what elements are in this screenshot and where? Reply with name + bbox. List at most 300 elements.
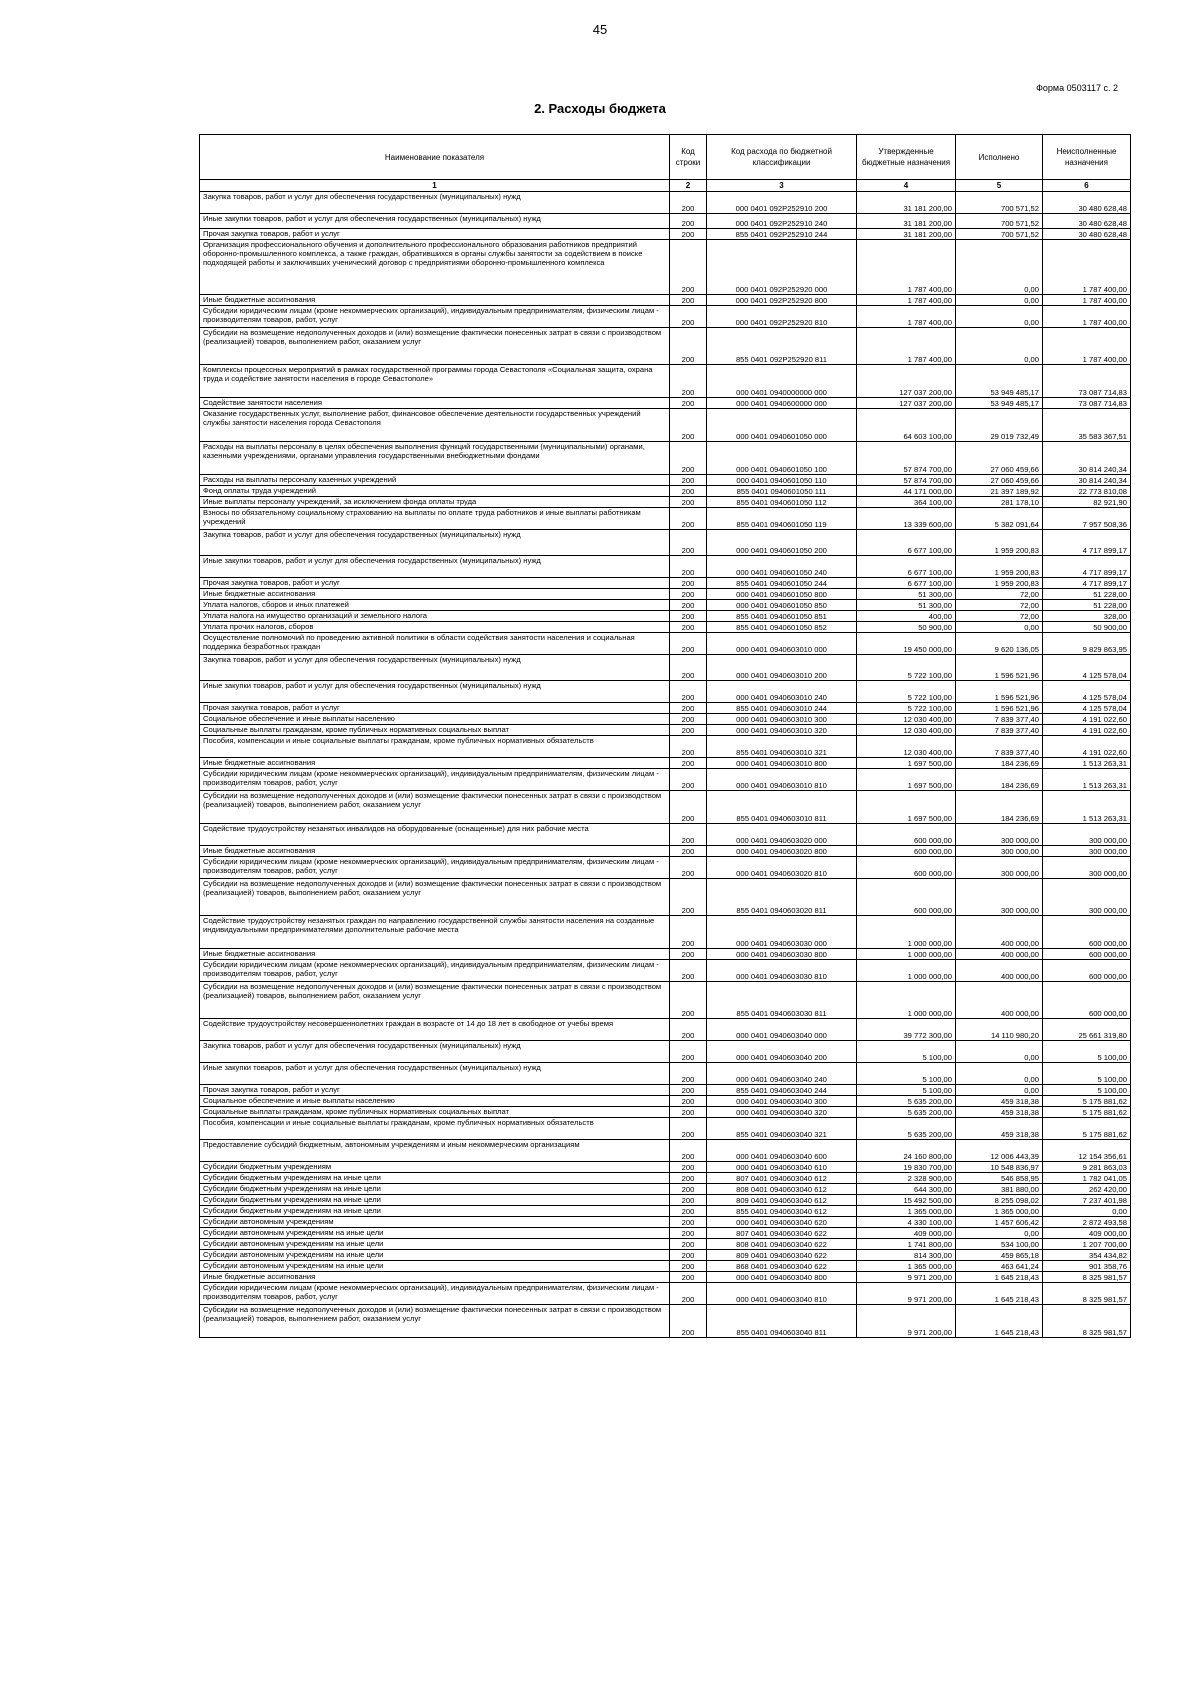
row-executed: 0,00 [956, 1085, 1043, 1096]
row-approved: 31 181 200,00 [857, 229, 956, 240]
row-name: Взносы по обязательному социальному страхованию на выплаты по оплате труда работников и иные выплаты работникам учреждений [200, 508, 670, 530]
header-line-code: Код строки [670, 135, 707, 180]
row-executed: 546 858,95 [956, 1173, 1043, 1184]
row-name: Субсидии юридическим лицам (кроме некоммерческих организаций), индивидуальным предпринимателям, физическим лицам - производителям товаров, работ, услуг [200, 857, 670, 879]
table-row [200, 600, 1131, 611]
table-row [200, 475, 1131, 486]
row-line-code: 200 [670, 714, 707, 725]
row-approved: 15 492 500,00 [857, 1195, 956, 1206]
row-line-code: 200 [670, 1041, 707, 1063]
row-unexecuted: 354 434,82 [1043, 1250, 1131, 1261]
row-classification-code: 000 0401 092P252910 240 [707, 214, 857, 229]
row-line-code: 200 [670, 1217, 707, 1228]
row-line-code: 200 [670, 240, 707, 295]
row-approved: 644 300,00 [857, 1184, 956, 1195]
table-row [200, 1228, 1131, 1239]
row-executed: 459 318,38 [956, 1096, 1043, 1107]
row-name: Иные закупки товаров, работ и услуг для обеспечения государственных (муниципальных) нужд [200, 556, 670, 578]
row-line-code: 200 [670, 1063, 707, 1085]
row-name: Фонд оплаты труда учреждений [200, 486, 670, 497]
form-code: Форма 0503117 с. 2 [1036, 83, 1118, 93]
row-name: Прочая закупка товаров, работ и услуг [200, 703, 670, 714]
row-executed: 72,00 [956, 611, 1043, 622]
row-name: Содействие трудоустройству незанятых инвалидов на оборудованные (оснащенные) для них рабочие места [200, 824, 670, 846]
row-approved: 5 100,00 [857, 1041, 956, 1063]
document-title: 2. Расходы бюджета [534, 101, 666, 116]
row-name: Уплата налогов, сборов и иных платежей [200, 600, 670, 611]
row-unexecuted: 600 000,00 [1043, 982, 1131, 1019]
row-approved: 600 000,00 [857, 846, 956, 857]
row-line-code: 200 [670, 725, 707, 736]
row-classification-code: 855 0401 0940601050 112 [707, 497, 857, 508]
row-classification-code: 000 0401 0940603040 240 [707, 1063, 857, 1085]
row-line-code: 200 [670, 556, 707, 578]
row-executed: 400 000,00 [956, 982, 1043, 1019]
row-name: Субсидии юридическим лицам (кроме некоммерческих организаций), индивидуальным предпринимателям, физическим лицам - производителям товаров, работ, услуг [200, 1283, 670, 1305]
row-approved: 1 787 400,00 [857, 328, 956, 365]
row-name: Комплексы процессных мероприятий в рамках государственной программы города Севастополя «Социальная защита, охрана труда и содействие занятости населения в городе Севастополе» [200, 365, 670, 398]
row-approved: 1 787 400,00 [857, 240, 956, 295]
row-executed: 0,00 [956, 295, 1043, 306]
row-approved: 24 160 800,00 [857, 1140, 956, 1162]
row-unexecuted: 409 000,00 [1043, 1228, 1131, 1239]
row-classification-code: 000 0401 0940601050 000 [707, 409, 857, 442]
table-row [200, 1305, 1131, 1338]
row-unexecuted: 30 480 628,48 [1043, 214, 1131, 229]
row-name: Субсидии на возмещение недополученных доходов и (или) возмещение фактически понесенных затрат в связи с производством (реализацией) товаров, выполнением работ, оказанием услуг [200, 982, 670, 1019]
row-executed: 184 236,69 [956, 769, 1043, 791]
row-classification-code: 000 0401 0940603030 800 [707, 949, 857, 960]
row-approved: 1 000 000,00 [857, 949, 956, 960]
table-row [200, 1283, 1131, 1305]
row-unexecuted: 82 921,90 [1043, 497, 1131, 508]
table-row [200, 508, 1131, 530]
table-row [200, 1261, 1131, 1272]
row-executed: 7 839 377,40 [956, 725, 1043, 736]
row-executed: 184 236,69 [956, 791, 1043, 824]
row-classification-code: 000 0401 092P252920 800 [707, 295, 857, 306]
row-name: Субсидии на возмещение недополученных доходов и (или) возмещение фактически понесенных затрат в связи с производством (реализацией) товаров, выполнением работ, оказанием услуг [200, 328, 670, 365]
table-row [200, 589, 1131, 600]
row-classification-code: 000 0401 0940601050 850 [707, 600, 857, 611]
row-executed: 459 865,18 [956, 1250, 1043, 1261]
row-executed: 53 949 485,17 [956, 398, 1043, 409]
row-classification-code: 000 0401 0940601050 100 [707, 442, 857, 475]
row-executed: 1 645 218,43 [956, 1272, 1043, 1283]
row-line-code: 200 [670, 703, 707, 714]
row-executed: 27 060 459,66 [956, 442, 1043, 475]
row-classification-code: 855 0401 0940603020 811 [707, 879, 857, 916]
row-classification-code: 000 0401 0940603040 620 [707, 1217, 857, 1228]
row-classification-code: 855 0401 092P252920 811 [707, 328, 857, 365]
table-row [200, 295, 1131, 306]
row-name: Социальное обеспечение и иные выплаты населению [200, 1096, 670, 1107]
row-name: Расходы на выплаты персоналу в целях обеспечения выполнения функций государственными (муниципальными) органами, казенными учреждениями, органами управления государственными внебюджетными фондами [200, 442, 670, 475]
row-line-code: 200 [670, 846, 707, 857]
column-number: 4 [857, 180, 956, 192]
row-approved: 31 181 200,00 [857, 192, 956, 214]
table-row [200, 1041, 1131, 1063]
row-executed: 1 645 218,43 [956, 1283, 1043, 1305]
table-row [200, 736, 1131, 758]
row-unexecuted: 1 207 700,00 [1043, 1239, 1131, 1250]
row-classification-code: 855 0401 0940603010 321 [707, 736, 857, 758]
table-row [200, 1085, 1131, 1096]
row-unexecuted: 5 100,00 [1043, 1085, 1131, 1096]
row-line-code: 200 [670, 1173, 707, 1184]
row-unexecuted: 4 191 022,60 [1043, 725, 1131, 736]
row-name: Иные выплаты персоналу учреждений, за исключением фонда оплаты труда [200, 497, 670, 508]
row-unexecuted: 35 583 367,51 [1043, 409, 1131, 442]
row-approved: 64 603 100,00 [857, 409, 956, 442]
row-name: Иные закупки товаров, работ и услуг для обеспечения государственных (муниципальных) нужд [200, 214, 670, 229]
table-row [200, 328, 1131, 365]
row-approved: 6 677 100,00 [857, 530, 956, 556]
row-unexecuted: 300 000,00 [1043, 824, 1131, 846]
row-executed: 1 959 200,83 [956, 556, 1043, 578]
row-line-code: 200 [670, 600, 707, 611]
row-line-code: 200 [670, 1140, 707, 1162]
table-row [200, 578, 1131, 589]
row-line-code: 200 [670, 1162, 707, 1173]
row-classification-code: 000 0401 0940601050 800 [707, 589, 857, 600]
row-classification-code: 000 0401 0940603040 600 [707, 1140, 857, 1162]
row-classification-code: 855 0401 0940601050 119 [707, 508, 857, 530]
row-unexecuted: 2 872 493,58 [1043, 1217, 1131, 1228]
table-row [200, 725, 1131, 736]
row-classification-code: 855 0401 0940601050 111 [707, 486, 857, 497]
table-row [200, 1019, 1131, 1041]
row-name: Субсидии бюджетным учреждениям на иные цели [200, 1184, 670, 1195]
row-unexecuted: 73 087 714,83 [1043, 365, 1131, 398]
row-approved: 5 722 100,00 [857, 703, 956, 714]
row-unexecuted: 51 228,00 [1043, 600, 1131, 611]
row-unexecuted: 600 000,00 [1043, 949, 1131, 960]
row-approved: 5 635 200,00 [857, 1107, 956, 1118]
row-classification-code: 000 0401 0940603040 610 [707, 1162, 857, 1173]
row-classification-code: 000 0401 0940601050 200 [707, 530, 857, 556]
row-line-code: 200 [670, 365, 707, 398]
row-approved: 50 900,00 [857, 622, 956, 633]
row-executed: 14 110 980,20 [956, 1019, 1043, 1041]
row-approved: 12 030 400,00 [857, 714, 956, 725]
row-name: Субсидии на возмещение недополученных доходов и (или) возмещение фактически понесенных затрат в связи с производством (реализацией) товаров, выполнением работ, оказанием услуг [200, 791, 670, 824]
row-line-code: 200 [670, 409, 707, 442]
table-row [200, 846, 1131, 857]
table-row [200, 1272, 1131, 1283]
table-row [200, 879, 1131, 916]
row-line-code: 200 [670, 1206, 707, 1217]
row-unexecuted: 25 661 319,80 [1043, 1019, 1131, 1041]
row-unexecuted: 12 154 356,61 [1043, 1140, 1131, 1162]
row-name: Субсидии бюджетным учреждениям на иные цели [200, 1173, 670, 1184]
row-name: Субсидии юридическим лицам (кроме некоммерческих организаций), индивидуальным предпринимателям, физическим лицам - производителям товаров, работ, услуг [200, 306, 670, 328]
row-approved: 600 000,00 [857, 857, 956, 879]
table-row [200, 703, 1131, 714]
row-executed: 1 457 606,42 [956, 1217, 1043, 1228]
row-approved: 19 830 700,00 [857, 1162, 956, 1173]
row-classification-code: 808 0401 0940603040 622 [707, 1239, 857, 1250]
row-classification-code: 000 0401 0940603040 800 [707, 1272, 857, 1283]
table-row [200, 633, 1131, 655]
row-line-code: 200 [670, 1228, 707, 1239]
row-executed: 29 019 732,49 [956, 409, 1043, 442]
row-unexecuted: 51 228,00 [1043, 589, 1131, 600]
row-name: Уплата налога на имущество организаций и земельного налога [200, 611, 670, 622]
row-classification-code: 000 0401 0940603010 240 [707, 681, 857, 703]
column-number: 1 [200, 180, 670, 192]
row-line-code: 200 [670, 655, 707, 681]
row-line-code: 200 [670, 589, 707, 600]
row-name: Иные закупки товаров, работ и услуг для обеспечения государственных (муниципальных) нужд [200, 1063, 670, 1085]
row-name: Иные бюджетные ассигнования [200, 1272, 670, 1283]
row-classification-code: 855 0401 0940603040 321 [707, 1118, 857, 1140]
row-name: Субсидии автономным учреждениям на иные цели [200, 1250, 670, 1261]
row-approved: 1 000 000,00 [857, 916, 956, 949]
row-name: Субсидии автономным учреждениям [200, 1217, 670, 1228]
row-unexecuted: 1 513 263,31 [1043, 769, 1131, 791]
row-approved: 1 697 500,00 [857, 769, 956, 791]
row-line-code: 200 [670, 1305, 707, 1338]
row-name: Закупка товаров, работ и услуг для обеспечения государственных (муниципальных) нужд [200, 655, 670, 681]
row-unexecuted: 4 125 578,04 [1043, 655, 1131, 681]
row-line-code: 200 [670, 530, 707, 556]
row-approved: 1 787 400,00 [857, 295, 956, 306]
row-approved: 4 330 100,00 [857, 1217, 956, 1228]
table-row [200, 556, 1131, 578]
row-classification-code: 000 0401 0940603040 200 [707, 1041, 857, 1063]
table-row [200, 758, 1131, 769]
table-row [200, 1173, 1131, 1184]
row-classification-code: 000 0401 0940603020 810 [707, 857, 857, 879]
row-line-code: 200 [670, 758, 707, 769]
row-name: Субсидии на возмещение недополученных доходов и (или) возмещение фактически понесенных затрат в связи с производством (реализацией) товаров, выполнением работ, оказанием услуг [200, 879, 670, 916]
row-name: Субсидии на возмещение недополученных доходов и (или) возмещение фактически понесенных затрат в связи с производством (реализацией) товаров, выполнением работ, оказанием услуг [200, 1305, 670, 1338]
row-unexecuted: 5 175 881,62 [1043, 1118, 1131, 1140]
row-line-code: 200 [670, 1118, 707, 1140]
row-classification-code: 855 0401 0940601050 851 [707, 611, 857, 622]
row-approved: 6 677 100,00 [857, 578, 956, 589]
header-unexecuted: Неисполненные назначения [1043, 135, 1131, 180]
row-executed: 300 000,00 [956, 824, 1043, 846]
row-approved: 1 365 000,00 [857, 1206, 956, 1217]
row-approved: 1 697 500,00 [857, 791, 956, 824]
row-line-code: 200 [670, 1195, 707, 1206]
row-unexecuted: 300 000,00 [1043, 857, 1131, 879]
row-name: Субсидии юридическим лицам (кроме некоммерческих организаций), индивидуальным предпринимателям, физическим лицам - производителям товаров, работ, услуг [200, 960, 670, 982]
row-name: Содействие трудоустройству незанятых граждан по направлению государственной службы занятости населения на созданные индивидуальными предпринимателями дополнительные рабочие места [200, 916, 670, 949]
table-header-row [200, 135, 1131, 180]
row-approved: 12 030 400,00 [857, 736, 956, 758]
row-classification-code: 000 0401 0940603040 810 [707, 1283, 857, 1305]
row-unexecuted: 5 100,00 [1043, 1041, 1131, 1063]
header-classification-code: Код расхода по бюджетной классификации [707, 135, 857, 180]
row-approved: 5 635 200,00 [857, 1096, 956, 1107]
row-executed: 381 880,00 [956, 1184, 1043, 1195]
row-unexecuted: 9 829 863,95 [1043, 633, 1131, 655]
row-line-code: 200 [670, 916, 707, 949]
row-approved: 127 037 200,00 [857, 365, 956, 398]
row-classification-code: 855 0401 0940603010 244 [707, 703, 857, 714]
row-executed: 0,00 [956, 622, 1043, 633]
row-approved: 12 030 400,00 [857, 725, 956, 736]
row-classification-code: 000 0401 0940603040 000 [707, 1019, 857, 1041]
table-row [200, 192, 1131, 214]
row-unexecuted: 9 281 863,03 [1043, 1162, 1131, 1173]
row-classification-code: 855 0401 0940603040 811 [707, 1305, 857, 1338]
row-unexecuted: 1 787 400,00 [1043, 295, 1131, 306]
row-executed: 7 839 377,40 [956, 714, 1043, 725]
row-line-code: 200 [670, 879, 707, 916]
row-name: Прочая закупка товаров, работ и услуг [200, 1085, 670, 1096]
row-executed: 1 596 521,96 [956, 681, 1043, 703]
row-approved: 1 741 800,00 [857, 1239, 956, 1250]
row-approved: 6 677 100,00 [857, 556, 956, 578]
row-executed: 400 000,00 [956, 960, 1043, 982]
row-approved: 814 300,00 [857, 1250, 956, 1261]
row-executed: 700 571,52 [956, 214, 1043, 229]
row-classification-code: 855 0401 092P252910 244 [707, 229, 857, 240]
row-line-code: 200 [670, 633, 707, 655]
table-body [200, 192, 1131, 1338]
row-executed: 9 620 136,05 [956, 633, 1043, 655]
row-line-code: 200 [670, 1239, 707, 1250]
row-line-code: 200 [670, 192, 707, 214]
row-line-code: 200 [670, 681, 707, 703]
row-name: Предоставление субсидий бюджетным, автономным учреждениям и иным некоммерческим организациям [200, 1140, 670, 1162]
row-line-code: 200 [670, 328, 707, 365]
row-unexecuted: 1 787 400,00 [1043, 240, 1131, 295]
row-name: Уплата прочих налогов, сборов [200, 622, 670, 633]
row-line-code: 200 [670, 214, 707, 229]
table-row [200, 824, 1131, 846]
row-executed: 7 839 377,40 [956, 736, 1043, 758]
row-name: Иные бюджетные ассигнования [200, 949, 670, 960]
column-number: 2 [670, 180, 707, 192]
row-line-code: 200 [670, 791, 707, 824]
row-unexecuted: 600 000,00 [1043, 960, 1131, 982]
row-approved: 39 772 300,00 [857, 1019, 956, 1041]
table-row [200, 1250, 1131, 1261]
row-name: Оказание государственных услуг, выполнение работ, финансовое обеспечение деятельности государственных учреждений службы занятости населения города Севастополя [200, 409, 670, 442]
row-name: Иные закупки товаров, работ и услуг для обеспечения государственных (муниципальных) нужд [200, 681, 670, 703]
table-row [200, 1239, 1131, 1250]
row-approved: 2 328 900,00 [857, 1173, 956, 1184]
column-number: 5 [956, 180, 1043, 192]
row-unexecuted: 73 087 714,83 [1043, 398, 1131, 409]
table-row [200, 1162, 1131, 1173]
row-unexecuted: 50 900,00 [1043, 622, 1131, 633]
row-approved: 127 037 200,00 [857, 398, 956, 409]
row-approved: 5 100,00 [857, 1063, 956, 1085]
table-row [200, 229, 1131, 240]
column-number: 6 [1043, 180, 1131, 192]
row-executed: 300 000,00 [956, 857, 1043, 879]
row-name: Иные бюджетные ассигнования [200, 295, 670, 306]
table-row [200, 1118, 1131, 1140]
row-unexecuted: 22 773 810,08 [1043, 486, 1131, 497]
row-line-code: 200 [670, 824, 707, 846]
row-unexecuted: 600 000,00 [1043, 916, 1131, 949]
table-row [200, 1063, 1131, 1085]
table-row [200, 1107, 1131, 1118]
row-unexecuted: 4 191 022,60 [1043, 714, 1131, 725]
row-unexecuted: 5 175 881,62 [1043, 1107, 1131, 1118]
row-unexecuted: 4 191 022,60 [1043, 736, 1131, 758]
table-row [200, 714, 1131, 725]
row-classification-code: 000 0401 092P252910 200 [707, 192, 857, 214]
row-classification-code: 000 0401 092P252920 000 [707, 240, 857, 295]
table-row [200, 622, 1131, 633]
row-line-code: 200 [670, 1184, 707, 1195]
row-line-code: 200 [670, 475, 707, 486]
row-name: Содействие занятости населения [200, 398, 670, 409]
row-classification-code: 855 0401 0940601050 852 [707, 622, 857, 633]
table-row [200, 409, 1131, 442]
row-classification-code: 855 0401 0940603010 811 [707, 791, 857, 824]
row-line-code: 200 [670, 398, 707, 409]
row-approved: 5 100,00 [857, 1085, 956, 1096]
row-executed: 53 949 485,17 [956, 365, 1043, 398]
table-row [200, 960, 1131, 982]
row-classification-code: 000 0401 0940603040 320 [707, 1107, 857, 1118]
row-line-code: 200 [670, 1261, 707, 1272]
row-approved: 57 874 700,00 [857, 442, 956, 475]
row-name: Организация профессионального обучения и дополнительного профессионального образования работников предприятий оборонно-промышленного комплекса, а также граждан, обратившихся в органы службы занятости за содействием в поиске подходящей работы и заключивших ученический договор с предприятиями оборонно-промышленного комплекса [200, 240, 670, 295]
row-approved: 409 000,00 [857, 1228, 956, 1239]
row-unexecuted: 8 325 981,57 [1043, 1272, 1131, 1283]
table-row [200, 791, 1131, 824]
table-row [200, 398, 1131, 409]
row-line-code: 200 [670, 1250, 707, 1261]
row-line-code: 200 [670, 306, 707, 328]
row-unexecuted: 5 175 881,62 [1043, 1096, 1131, 1107]
row-classification-code: 000 0401 0940600000 000 [707, 398, 857, 409]
row-approved: 400,00 [857, 611, 956, 622]
row-unexecuted: 300 000,00 [1043, 846, 1131, 857]
row-approved: 9 971 200,00 [857, 1283, 956, 1305]
row-executed: 0,00 [956, 1063, 1043, 1085]
row-approved: 9 971 200,00 [857, 1272, 956, 1283]
row-approved: 19 450 000,00 [857, 633, 956, 655]
row-classification-code: 000 0401 0940601050 110 [707, 475, 857, 486]
table-row [200, 497, 1131, 508]
row-name: Пособия, компенсации и иные социальные выплаты гражданам, кроме публичных нормативных обязательств [200, 1118, 670, 1140]
row-executed: 1 959 200,83 [956, 530, 1043, 556]
row-name: Социальное обеспечение и иные выплаты населению [200, 714, 670, 725]
expenditures-table [199, 134, 1131, 1338]
row-classification-code: 000 0401 0940603010 300 [707, 714, 857, 725]
row-unexecuted: 300 000,00 [1043, 879, 1131, 916]
row-unexecuted: 8 325 981,57 [1043, 1283, 1131, 1305]
column-number: 3 [707, 180, 857, 192]
row-approved: 51 300,00 [857, 600, 956, 611]
row-name: Субсидии бюджетным учреждениям на иные цели [200, 1195, 670, 1206]
row-unexecuted: 328,00 [1043, 611, 1131, 622]
row-unexecuted: 8 325 981,57 [1043, 1305, 1131, 1338]
row-classification-code: 855 0401 0940601050 244 [707, 578, 857, 589]
row-unexecuted: 1 787 400,00 [1043, 306, 1131, 328]
row-name: Субсидии автономным учреждениям на иные цели [200, 1228, 670, 1239]
row-classification-code: 868 0401 0940603040 622 [707, 1261, 857, 1272]
row-unexecuted: 5 100,00 [1043, 1063, 1131, 1085]
row-approved: 1 365 000,00 [857, 1261, 956, 1272]
row-classification-code: 000 0401 0940603010 810 [707, 769, 857, 791]
row-approved: 1 697 500,00 [857, 758, 956, 769]
row-line-code: 200 [670, 486, 707, 497]
row-classification-code: 807 0401 0940603040 612 [707, 1173, 857, 1184]
row-classification-code: 855 0401 0940603040 612 [707, 1206, 857, 1217]
